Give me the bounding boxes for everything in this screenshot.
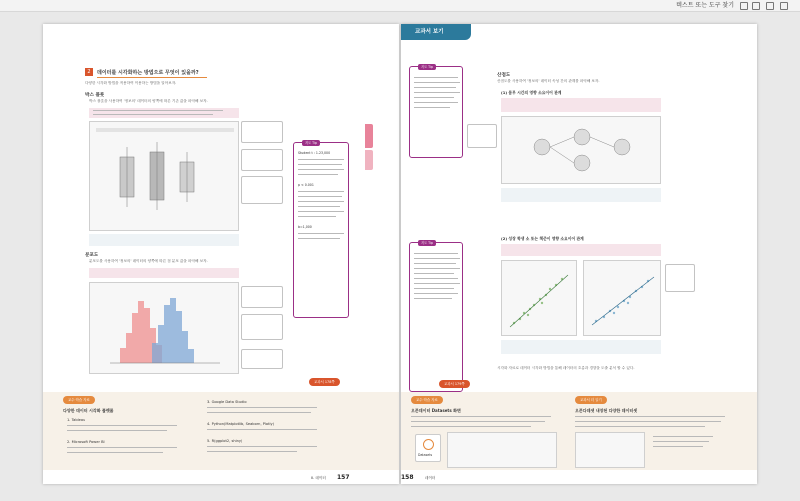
left-page-number: 157 — [337, 474, 350, 481]
steps-box-right-2 — [501, 244, 661, 256]
steps-box-right-1 — [501, 98, 661, 112]
footer-title: 다양한 데이터 시각화 플랫폼 — [63, 408, 114, 413]
intro-text: 다양한 시각화 방법을 적용하여 이용하는 방법을 알아보자. — [85, 81, 177, 85]
node-graph-graphic — [502, 117, 662, 185]
box-plot-desc: 박스 플롯을 사용하여 '정보의' 데이터의 양쪽에 따른 기존 값을 파악해 보자. — [89, 99, 208, 103]
histogram-graphic — [90, 283, 240, 375]
tip-point-1: Student t : 1.23,000 — [298, 151, 331, 155]
scatter-graphic-1 — [502, 261, 578, 337]
right-page — [401, 24, 757, 484]
scatter-desc: 산점도를 사용하여 '정보의' 데이터 속성 간의 관계를 파악해 보자. — [497, 79, 600, 83]
callout-right-1 — [467, 124, 497, 148]
more-knowledge-pill: 교과서 더 알기 — [575, 396, 607, 404]
side-tab-2[interactable] — [365, 150, 373, 170]
right-page-number: 158 — [401, 474, 414, 481]
tip-point-3: b=1,000 — [298, 225, 312, 229]
question-number-icon: 2 — [85, 68, 93, 76]
tip-badge: 지도 Tip — [302, 140, 320, 146]
scatter-graphic-2 — [584, 261, 662, 337]
datasets-label: Datasets — [418, 453, 433, 457]
result-note-right — [501, 188, 661, 202]
callout-5 — [241, 314, 283, 340]
box-plot-graphic — [90, 122, 240, 232]
tip-point-2: p < 0.001 — [298, 183, 314, 187]
footer-left-title: 오픈데이터 Datasets 화면 — [411, 408, 461, 413]
share-icon[interactable] — [766, 2, 774, 10]
header-title: 교과서 보기 — [415, 29, 444, 35]
footer-item-3: 3. Google Data Studio — [207, 400, 247, 404]
scatter-heading: 산점도 — [497, 73, 511, 78]
teaching-material-pill: 교수·학습 자료 — [63, 396, 95, 404]
datasets-logo — [415, 434, 441, 462]
node-screenshot — [501, 116, 661, 184]
textbook-page-tag-right: 교과서 179쪽 — [439, 380, 470, 388]
datasets-chart-screenshot — [575, 432, 645, 468]
callout-6 — [241, 349, 283, 369]
datasets-icon — [423, 439, 434, 450]
comment-icon[interactable] — [740, 2, 748, 10]
section-title: 데이터를 시각화하는 방법으로 무엇이 있을까? — [97, 70, 199, 76]
footer-item-1: 1. Tableau — [67, 418, 86, 422]
tip-badge-right-1: 지도 Tip — [418, 64, 436, 70]
distribution-heading: 분포도 — [85, 253, 99, 258]
textbook-view-header — [401, 24, 471, 40]
histogram-screenshot — [89, 282, 239, 374]
callout-right-2 — [665, 264, 695, 292]
viewer-toolbar — [0, 0, 800, 12]
sub2-heading: (2) 성장 학생 소 또는 책준이 영향 소요이어 관계 — [501, 236, 584, 241]
more-icon[interactable] — [780, 2, 788, 10]
box-plot-screenshot — [89, 121, 239, 231]
callout-2 — [241, 149, 283, 171]
sub1-heading: (1) 몸무 시간의 영향 소요이어 관계 — [501, 90, 562, 95]
scatter-plot-2 — [583, 260, 661, 336]
title-underline — [97, 77, 207, 78]
tip-box — [293, 142, 349, 318]
tip-badge-right-2: 지도 Tip — [418, 240, 436, 246]
result-note — [89, 234, 239, 246]
box-plot-heading: 박스 플롯 — [85, 93, 105, 98]
callout-1 — [241, 121, 283, 143]
datasets-screenshot — [447, 432, 557, 468]
scatter-plot-1 — [501, 260, 577, 336]
teaching-material-pill-right: 교수·학습 자료 — [411, 396, 443, 404]
right-page-label: 데이터 — [425, 476, 436, 480]
footer-item-4: 4. Python(Matplotlib, Seaborn, Plotly) — [207, 422, 275, 426]
footer-right-title: 오픈다데셋 내장된 다양한 데이터셋 — [575, 408, 638, 413]
callout-4 — [241, 286, 283, 308]
left-page — [43, 24, 399, 484]
side-tab-1[interactable] — [365, 124, 373, 148]
find-text-tool[interactable]: 텍스트 또는 도구 찾기 — [676, 2, 734, 9]
callout-3 — [241, 176, 283, 204]
tip-box-right-2 — [409, 242, 463, 392]
textbook-page-tag: 교과서 178쪽 — [309, 378, 340, 386]
footer-item-2: 2. Microsoft Power BI — [67, 440, 105, 444]
closing-text: 시각화 자료로 데이터 시각화 방법을 통해 데이터의 흐름과 경향을 도출 분석 할 수 있다. — [497, 366, 635, 370]
distribution-desc: 분포도를 사용하여 '정보의' 데이터의 양쪽에 따른 점 분포 값을 파악해 보자. — [89, 259, 208, 263]
footer-item-5: 5. R(ggplot2, shiny) — [207, 439, 243, 443]
left-page-label: II. 데이터 — [311, 476, 326, 480]
steps-box-2 — [89, 268, 239, 278]
result-note-right-2 — [501, 340, 661, 354]
tip-box-right-1 — [409, 66, 463, 158]
highlight-icon[interactable] — [752, 2, 760, 10]
